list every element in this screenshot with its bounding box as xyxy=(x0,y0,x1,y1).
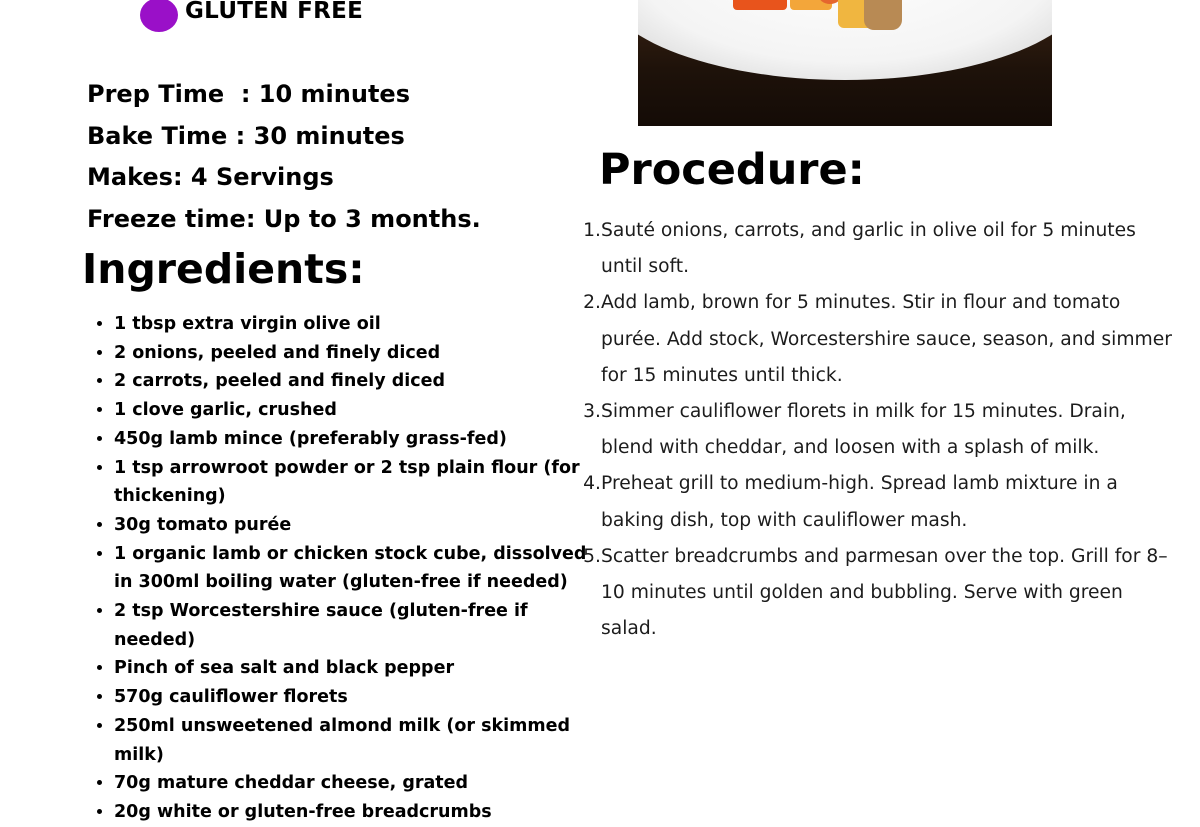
ingredient-item: • 30g tomato purée xyxy=(114,511,606,540)
servings: Makes: 4 Servings xyxy=(87,163,334,191)
ingredient-item: • 20g white or gluten-free breadcrumbs xyxy=(114,798,606,827)
purple-dot-icon xyxy=(140,0,178,32)
procedure-step xyxy=(583,394,1173,466)
step-text: Sauté onions, carrots, and garlic in olive oil for 5 minutes until soft. xyxy=(601,220,1136,278)
procedure-list xyxy=(583,213,1173,647)
step-number: 1. xyxy=(583,220,601,241)
step-text: Scatter breadcrumbs and parmesan over the top. Grill for 8–10 minutes until golden and bubbling. Serve with green salad. xyxy=(601,545,1168,640)
ingredient-item: • 1 clove garlic, crushed xyxy=(114,396,606,425)
procedure-heading: Procedure: xyxy=(599,145,865,195)
step-text: Preheat grill to medium-high. Spread lamb mixture in a baking dish, top with cauliflower mash. xyxy=(601,473,1118,531)
procedure-step xyxy=(583,539,1173,648)
ingredient-item: • 2 tsp Worcestershire sauce (gluten-free if needed) xyxy=(114,597,606,654)
ingredients-list xyxy=(90,310,606,827)
food-image xyxy=(864,0,902,30)
prep-time: Prep Time : 10 minutes xyxy=(87,80,410,108)
bake-time: Bake Time : 30 minutes xyxy=(87,121,405,150)
ingredient-item: • 250ml unsweetened almond milk (or skimmed milk) xyxy=(114,712,606,769)
ingredient-item: • 450g lamb mince (preferably grass-fed) xyxy=(114,425,606,454)
step-text: Add lamb, brown for 5 minutes. Stir in flour and tomato purée. Add stock, Worcestershire sauce, season, and simmer for 15 minutes until thick. xyxy=(601,292,1172,386)
gluten-free-badge xyxy=(140,0,363,34)
ingredient-item: • 1 organic lamb or chicken stock cube, dissolved in 300ml boiling water (gluten-free if needed) xyxy=(114,540,606,597)
gluten-free-label: GLUTEN FREE xyxy=(185,0,364,24)
ingredient-item: • 1 tbsp extra virgin olive oil xyxy=(114,310,606,339)
freeze-time: Freeze time: Up to 3 months. xyxy=(87,204,481,233)
procedure-step xyxy=(583,213,1173,285)
ingredient-item: • Pinch of sea salt and black pepper xyxy=(114,654,606,683)
ingredients-heading: Ingredients: xyxy=(82,245,365,293)
food-image xyxy=(733,0,787,10)
ingredient-item: • 1 tsp arrowroot powder or 2 tsp plain flour (for thickening) xyxy=(114,454,606,511)
step-number: 2. xyxy=(583,292,601,314)
step-text: Simmer cauliflower florets in milk for 15 minutes. Drain, blend with cheddar, and loosen with a splash of milk. xyxy=(601,401,1126,459)
ingredient-item: • 2 onions, peeled and finely diced xyxy=(114,339,606,368)
ingredient-item: • 570g cauliflower florets xyxy=(114,683,606,712)
ingredient-item: • 70g mature cheddar cheese, grated xyxy=(114,769,606,798)
ingredient-item: • 2 carrots, peeled and finely diced xyxy=(114,367,606,396)
step-number: 4. xyxy=(583,473,601,495)
step-number: 5. xyxy=(583,545,601,567)
procedure-step xyxy=(583,466,1173,538)
recipe-facts xyxy=(87,74,481,240)
procedure-step xyxy=(583,285,1173,394)
step-number: 3. xyxy=(583,401,601,423)
dish-photo xyxy=(638,0,1052,126)
